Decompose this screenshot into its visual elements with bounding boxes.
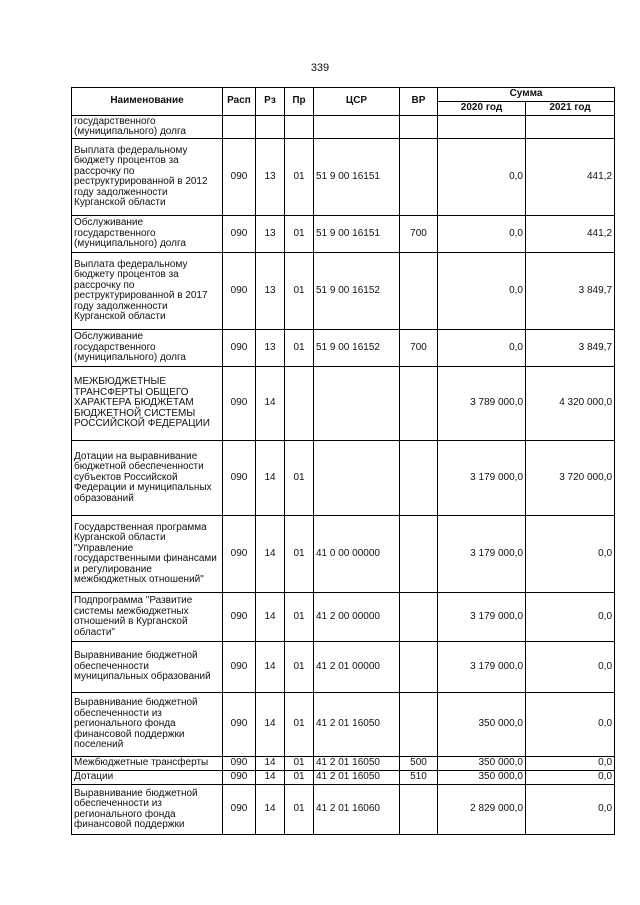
cell-2020: 0,0: [438, 253, 526, 330]
cell-2021: 441,2: [526, 139, 615, 216]
cell-rasp: 090: [223, 593, 256, 642]
cell-rasp: 090: [223, 441, 256, 516]
cell-name: Государственная программа Курганской области "Управление государственными финансами и регулирование межбюджетных отношений": [72, 516, 223, 593]
cell-name: Межбюджетные трансферты: [72, 757, 223, 771]
header-vr: ВР: [400, 88, 438, 116]
table-row: [72, 216, 615, 253]
cell-rasp: 090: [223, 693, 256, 757]
cell-rz: 14: [256, 693, 285, 757]
cell-csr: 41 2 01 00000: [314, 642, 400, 693]
cell-name: Выравнивание бюджетной обеспеченности муниципальных образований: [72, 642, 223, 693]
cell-2020: 0,0: [438, 216, 526, 253]
cell-2021: 441,2: [526, 216, 615, 253]
cell-rasp: 090: [223, 330, 256, 367]
cell-name: Выравнивание бюджетной обеспеченности из регионального фонда финансовой поддержки: [72, 785, 223, 835]
cell-pr: 01: [285, 693, 314, 757]
table-row: [72, 771, 615, 785]
cell-csr: 41 2 01 16050: [314, 693, 400, 757]
cell-pr: 01: [285, 642, 314, 693]
cell-rz: 14: [256, 785, 285, 835]
cell-2021: 3 849,7: [526, 330, 615, 367]
cell-name: Выплата федеральному бюджету процентов за рассрочку по реструктурированной в 2017 году задолженности Курганской области: [72, 253, 223, 330]
cell-vr: 500: [400, 757, 438, 771]
table-row: [72, 441, 615, 516]
table-row: [72, 330, 615, 367]
cell-pr: 01: [285, 771, 314, 785]
cell-csr: 51 9 00 16151: [314, 216, 400, 253]
cell-rasp: 090: [223, 516, 256, 593]
table-header: [72, 88, 615, 116]
table-row: [72, 757, 615, 771]
cell-rasp: 090: [223, 139, 256, 216]
header-2021: 2021 год: [526, 102, 615, 116]
cell-2020: 0,0: [438, 139, 526, 216]
cell-2020: 350 000,0: [438, 693, 526, 757]
cell-2020: 3 179 000,0: [438, 642, 526, 693]
cell-csr: 51 9 00 16152: [314, 253, 400, 330]
table-body: [72, 116, 615, 835]
cell-rz: 14: [256, 642, 285, 693]
table-row: [72, 593, 615, 642]
cell-rasp: 090: [223, 771, 256, 785]
cell-csr: 51 9 00 16152: [314, 330, 400, 367]
cell-vr: [400, 441, 438, 516]
cell-rz: 13: [256, 216, 285, 253]
cell-vr: [400, 593, 438, 642]
cell-rz: 14: [256, 593, 285, 642]
cell-vr: [400, 139, 438, 216]
cell-2020: 2 829 000,0: [438, 785, 526, 835]
cell-name: МЕЖБЮДЖЕТНЫЕ ТРАНСФЕРТЫ ОБЩЕГО ХАРАКТЕРА БЮДЖЕТАМ БЮДЖЕТНОЙ СИСТЕМЫ РОССИЙСКОЙ ФЕДЕРАЦИИ: [72, 367, 223, 441]
cell-pr: 01: [285, 253, 314, 330]
cell-pr: 01: [285, 516, 314, 593]
table-row: [72, 642, 615, 693]
cell-pr: 01: [285, 139, 314, 216]
cell-pr: 01: [285, 757, 314, 771]
cell-rasp: 090: [223, 216, 256, 253]
cell-2021: [526, 116, 615, 139]
cell-pr: 01: [285, 441, 314, 516]
cell-2020: 3 179 000,0: [438, 593, 526, 642]
header-rasp: Расп: [223, 88, 256, 116]
cell-2020: 3 179 000,0: [438, 441, 526, 516]
cell-2021: 0,0: [526, 642, 615, 693]
cell-2021: 0,0: [526, 593, 615, 642]
cell-pr: 01: [285, 330, 314, 367]
header-csr: ЦСР: [314, 88, 400, 116]
cell-rz: 13: [256, 330, 285, 367]
table-row: [72, 785, 615, 835]
cell-rz: 14: [256, 367, 285, 441]
cell-pr: [285, 116, 314, 139]
cell-rasp: 090: [223, 757, 256, 771]
cell-2020: 0,0: [438, 330, 526, 367]
table-row: [72, 516, 615, 593]
cell-2020: [438, 116, 526, 139]
cell-rasp: 090: [223, 642, 256, 693]
cell-rasp: 090: [223, 253, 256, 330]
cell-vr: [400, 367, 438, 441]
cell-name: Выплата федеральному бюджету процентов за рассрочку по реструктурированной в 2012 году задолженности Курганской области: [72, 139, 223, 216]
header-rz: Рз: [256, 88, 285, 116]
budget-table: [71, 87, 615, 835]
cell-csr: [314, 367, 400, 441]
page-number: 339: [310, 62, 330, 74]
table-row: [72, 116, 615, 139]
cell-csr: 51 9 00 16151: [314, 139, 400, 216]
cell-name: Подпрограмма "Развитие системы межбюджетных отношений в Курганской области": [72, 593, 223, 642]
cell-csr: [314, 116, 400, 139]
cell-csr: 41 2 01 16060: [314, 785, 400, 835]
cell-vr: [400, 516, 438, 593]
cell-rz: 14: [256, 771, 285, 785]
cell-2021: 0,0: [526, 785, 615, 835]
cell-vr: [400, 253, 438, 330]
cell-rz: 14: [256, 757, 285, 771]
cell-2021: 3 849,7: [526, 253, 615, 330]
cell-vr: 700: [400, 330, 438, 367]
cell-2021: 0,0: [526, 516, 615, 593]
cell-name: государственного (муниципального) долга: [72, 116, 223, 139]
cell-vr: 510: [400, 771, 438, 785]
header-sum: Сумма: [438, 88, 615, 102]
cell-vr: [400, 116, 438, 139]
cell-name: Выравнивание бюджетной обеспеченности из регионального фонда финансовой поддержки поселений: [72, 693, 223, 757]
cell-2021: 3 720 000,0: [526, 441, 615, 516]
cell-rasp: 090: [223, 785, 256, 835]
cell-vr: [400, 693, 438, 757]
header-pr: Пр: [285, 88, 314, 116]
cell-2020: 350 000,0: [438, 771, 526, 785]
cell-csr: 41 2 01 16050: [314, 757, 400, 771]
cell-rz: 13: [256, 253, 285, 330]
cell-vr: 700: [400, 216, 438, 253]
cell-name: Дотации: [72, 771, 223, 785]
cell-name: Обслуживание государственного (муниципального) долга: [72, 330, 223, 367]
cell-rz: 14: [256, 441, 285, 516]
cell-name: Обслуживание государственного (муниципального) долга: [72, 216, 223, 253]
cell-2020: 350 000,0: [438, 757, 526, 771]
cell-rasp: 090: [223, 367, 256, 441]
table-row: [72, 693, 615, 757]
cell-rasp: [223, 116, 256, 139]
header-2020: 2020 год: [438, 102, 526, 116]
cell-vr: [400, 642, 438, 693]
header-name: Наименование: [72, 88, 223, 116]
cell-vr: [400, 785, 438, 835]
table-row: [72, 253, 615, 330]
cell-2021: 0,0: [526, 757, 615, 771]
cell-2021: 0,0: [526, 771, 615, 785]
cell-csr: 41 2 01 16050: [314, 771, 400, 785]
cell-pr: 01: [285, 785, 314, 835]
cell-pr: 01: [285, 593, 314, 642]
cell-2020: 3 179 000,0: [438, 516, 526, 593]
cell-2021: 4 320 000,0: [526, 367, 615, 441]
cell-2020: 3 789 000,0: [438, 367, 526, 441]
cell-2021: 0,0: [526, 693, 615, 757]
cell-rz: 14: [256, 516, 285, 593]
cell-pr: 01: [285, 216, 314, 253]
table-row: [72, 367, 615, 441]
cell-pr: [285, 367, 314, 441]
table-row: [72, 139, 615, 216]
cell-csr: 41 0 00 00000: [314, 516, 400, 593]
cell-name: Дотации на выравнивание бюджетной обеспеченности субъектов Российской Федерации и муниципальных образований: [72, 441, 223, 516]
cell-rz: 13: [256, 139, 285, 216]
cell-csr: [314, 441, 400, 516]
cell-csr: 41 2 00 00000: [314, 593, 400, 642]
cell-rz: [256, 116, 285, 139]
